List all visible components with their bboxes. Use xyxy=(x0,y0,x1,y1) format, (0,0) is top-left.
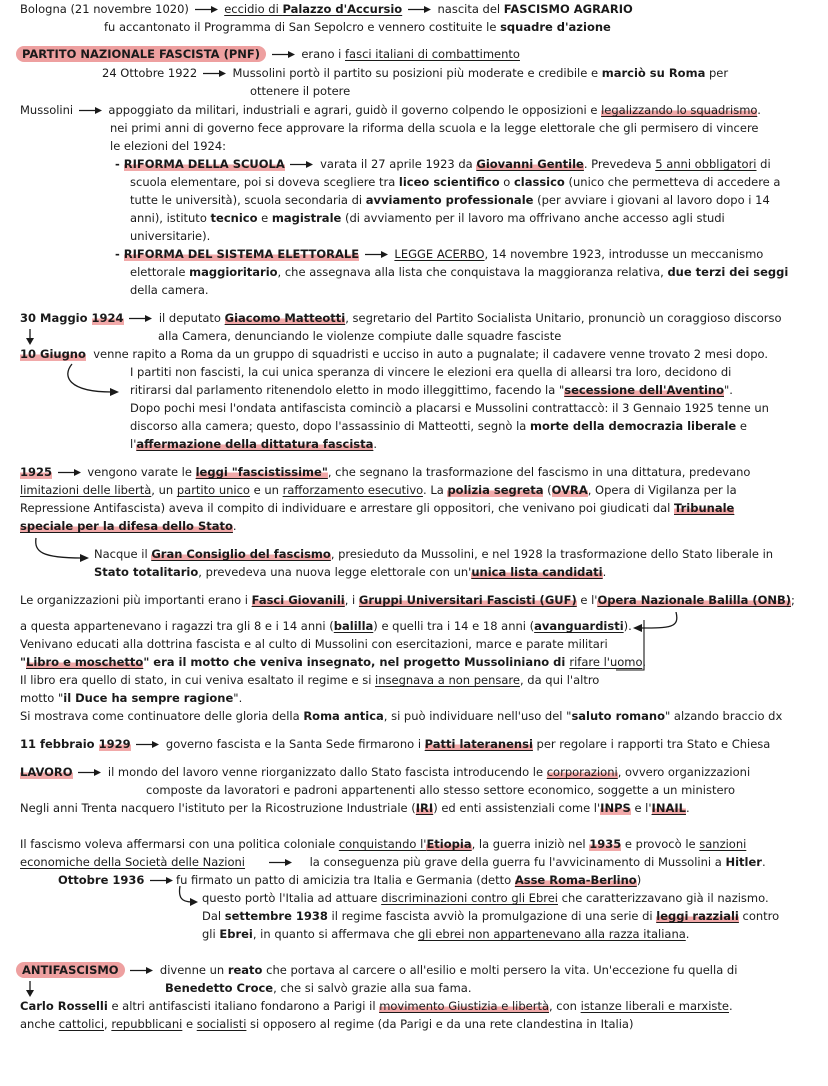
line-gran-consiglio: Nacque il Gran Consiglio del fascismo, presieduto da Mussolini, e nel 1928 la trasformazione dello Stato liberale in xyxy=(94,547,774,561)
line-aventino-5: l'affermazione della dittatura fascista. xyxy=(130,437,378,451)
line-scuola-5: universitarie). xyxy=(130,229,211,243)
line-antifascismo: ANTIFASCISMO divenne un reato che portava al carcere o all'esilio e molti persero la vita. Un'eccezione fu quella di xyxy=(16,962,737,980)
line-camera: alla Camera, denunciando le violenze compiute dalle squadre fasciste xyxy=(158,329,562,343)
line-elettorale-3: della camera. xyxy=(130,283,209,297)
arrow-icon xyxy=(78,768,102,777)
line-scuola-3: tutte le università), scuola secondaria di avviamento professionale (per avviare i giovani al lavoro dopo i 14 xyxy=(130,193,770,207)
arrow-icon xyxy=(129,314,153,323)
arrow-icon xyxy=(408,5,432,14)
line-riforme: nei primi anni di governo fece approvare la riforma della scuola e la legge elettorale che gli permisero di vincere xyxy=(110,121,759,135)
line-aventino-2: ritirarsi dal parlamento ritenendolo eletto in modo illeggittimo, facendo la "secessione dell'Aventino". xyxy=(130,383,733,397)
arrow-icon xyxy=(58,468,82,477)
line-stato-totalitario: Stato totalitario, prevedeva una nuova legge elettorale con un'unica lista candidati. xyxy=(94,565,607,579)
line-1925-2: limitazioni delle libertà, un partito unico e un rafforzamento esecutivo. La polizia segreta (OVRA, Opera di Vigilanza per la xyxy=(20,483,737,497)
antifascismo-heading: ANTIFASCISMO xyxy=(16,962,125,978)
arrow-icon xyxy=(136,740,160,749)
line-1925: 1925 vengono varate le leggi "fascistissime", che segnano la trasformazione del fascismo in una dittatura, predevano xyxy=(20,465,751,479)
line-elettorale-2: elettorale maggioritario, che assegnava alla lista che conquistava la maggioranza relativa, due terzi dei seggi xyxy=(130,265,789,279)
line-balilla: a questa appartenevano i ragazzi tra gli 8 e i 14 anni (balilla) e quelli tra i 14 e 18 anni (avanguardisti). xyxy=(20,619,632,633)
line-sanzioni: economiche della Società delle Nazioni la conseguenza più grave della guerra fu l'avvicinamento di Mussolini a Hitler. xyxy=(20,855,766,869)
line-aventino-1: I partiti non fascisti, la cui unica speranza di vincere le elezioni era quella di allearsi tra loro, decidono di xyxy=(130,365,732,379)
line-lavoro: LAVORO il mondo del lavoro venne riorganizzato dallo Stato fascista introducendo le corporazioni, ovvero organizzazioni xyxy=(20,765,751,779)
line-1925-3: Repressione Antifascista) aveva il compito di individuare e arrestare gli oppositori, che venivano poi giudicati dal Tribunale xyxy=(20,501,735,515)
arrow-icon xyxy=(272,50,296,59)
arrow-icon xyxy=(130,966,154,975)
line-riforma-scuola: - RIFORMA DELLA SCUOLA varata il 27 aprile 1923 da Giovanni Gentile. Prevedeva 5 anni obbligatori di xyxy=(115,157,771,171)
arrow-icon xyxy=(150,876,174,885)
line-corporazioni: composte da lavoratori e padroni appartenenti allo stesso settore economico, soggette a un ministero xyxy=(146,783,736,797)
line-1936: Ottobre 1936 fu firmato un patto di amicizia tra Italia e Germania (detto Asse Roma-Berlino) xyxy=(58,873,642,887)
line-leggi-razziali: Dal settembre 1938 il regime fascista avviò la promulgazione di una serie di leggi razziali contro xyxy=(202,909,780,923)
line-aventino-4: discorso alla camera; questo, dopo l'assassinio di Matteotti, segnò la morte della democrazia liberale e xyxy=(130,419,747,433)
line-roma-antica: Si mostrava come continuatore delle gloria della Roma antica, si può individuare nell'uso del "saluto romano" alzando braccio dx xyxy=(20,709,783,723)
line-10-giugno: 10 Giugno venne rapito a Roma da un gruppo di squadristi e ucciso in auto a pugnalate; il cadavere venne trovato 2 mesi dopo. xyxy=(20,347,769,361)
line-rosselli: Carlo Rosselli e altri antifascisti italiano fondarono a Parigi il movimento Giustizia e libertà, con istanze liberali e marxiste. xyxy=(20,999,733,1013)
line-pnf: PARTITO NAZIONALE FASCISTA (PNF) erano i fasci italiani di combattimento xyxy=(16,46,520,64)
arrow-icon xyxy=(269,858,293,867)
down-arrow-icon xyxy=(25,329,35,345)
arrow-icon xyxy=(79,106,103,115)
curved-arrow-icon xyxy=(62,362,126,402)
line-duce: motto "il Duce ha sempre ragione". xyxy=(20,691,243,705)
line-cattolici: anche cattolici, repubblicani e socialisti si opposero al regime (da Parigi e da una rete clandestina in Italia) xyxy=(20,1017,634,1031)
line-bologna: Bologna (21 novembre 1020) eccidio di Palazzo d'Accursio nascita del FASCISMO AGRARIO xyxy=(20,2,633,16)
line-riforma-elettorale: - RIFORMA DEL SISTEMA ELETTORALE LEGGE ACERBO, 14 novembre 1923, introdusse un meccanismo xyxy=(115,247,764,261)
line-scuola-4: anni), istituto tecnico e magistrale (di avviamento per il lavoro ma offrivano anche accesso agli studi xyxy=(130,211,725,225)
bracket-line xyxy=(612,620,648,676)
line-1922: 24 Ottobre 1922 Mussolini portò il partito su posizioni più moderate e credibile e marciò su Roma per xyxy=(102,66,729,80)
line-1925-4: speciale per la difesa dello Stato. xyxy=(20,519,237,533)
pnf-heading: PARTITO NAZIONALE FASCISTA (PNF) xyxy=(16,46,266,62)
line-croce: Benedetto Croce, che si salvò grazie alla sua fama. xyxy=(165,981,472,995)
line-1929: 11 febbraio 1929 governo fascista e la Santa Sede firmarono i Patti lateranensi per regolare i rapporti tra Stato e Chiesa xyxy=(20,737,771,751)
line-discriminazioni: questo portò l'Italia ad attuare discriminazioni contro gli Ebrei che caratterizzavano già il nazismo. xyxy=(202,891,769,905)
line-organizzazioni: Le organizzazioni più importanti erano i Fasci Giovanili, i Gruppi Universitari Fascisti (GUF) e l'Opera Nazionale Balilla (ONB); xyxy=(20,593,795,607)
line-etiopia: Il fascismo voleva affermarsi con una politica coloniale conquistando l'Etiopia, la guerra iniziò nel 1935 e provocò le sanzioni xyxy=(20,837,747,851)
line-mussolini: Mussolini appoggiato da militari, industriali e agrari, guidò il governo colpendo le opposizioni e legalizzando lo squadrismo. xyxy=(20,103,761,117)
line-educati: Venivano educati alla dottrina fascista e al culto di Mussolini con esercitazioni, marce e parate militari xyxy=(20,637,608,651)
line-elezioni: le elezioni del 1924: xyxy=(110,139,227,153)
arrow-icon xyxy=(365,250,389,259)
line-scuola-2: scuola elementare, poi si doveva scegliere tra liceo scientifico o classico (unico che permetteva di accedere a xyxy=(130,175,781,189)
line-libro-moschetto: "Libro e moschetto" era il motto che veniva insegnato, nel progetto Mussoliniano di rifare l'uomo. xyxy=(20,655,646,669)
line-aventino-3: Dopo pochi mesi l'ondata antifascista cominciò a placarsi e Mussolini contrattaccò: il 3 Gennaio 1925 tenne un xyxy=(130,401,769,415)
line-ebrei: gli Ebrei, in quanto si affermava che gli ebrei non appartenevano alla razza italiana. xyxy=(202,927,690,941)
arrow-icon xyxy=(203,69,227,78)
arrow-icon xyxy=(290,160,314,169)
line-libro-stato: Il libro era quello di stato, in cui veniva esaltato il regime e si insegnava a non pensare, da qui l'altro xyxy=(20,673,600,687)
curved-arrow-icon xyxy=(176,886,200,914)
arrow-icon xyxy=(195,5,219,14)
down-arrow-icon xyxy=(25,981,35,997)
line-san-sepolcro: fu accantonato il Programma di San Sepolcro e vennero costituite le squadre d'azione xyxy=(104,20,611,34)
line-potere: ottenere il potere xyxy=(250,84,351,98)
line-1924: 30 Maggio 1924 il deputato Giacomo Matteotti, segretario del Partito Socialista Unitario, pronunciò un coraggioso discorso xyxy=(20,311,782,325)
line-anni-trenta: Negli anni Trenta nacquero l'istituto per la Ricostruzione Industriale (IRI) ed enti assistenziali come l'INPS e l'INAIL. xyxy=(20,801,690,815)
curved-arrow-icon xyxy=(32,536,94,568)
